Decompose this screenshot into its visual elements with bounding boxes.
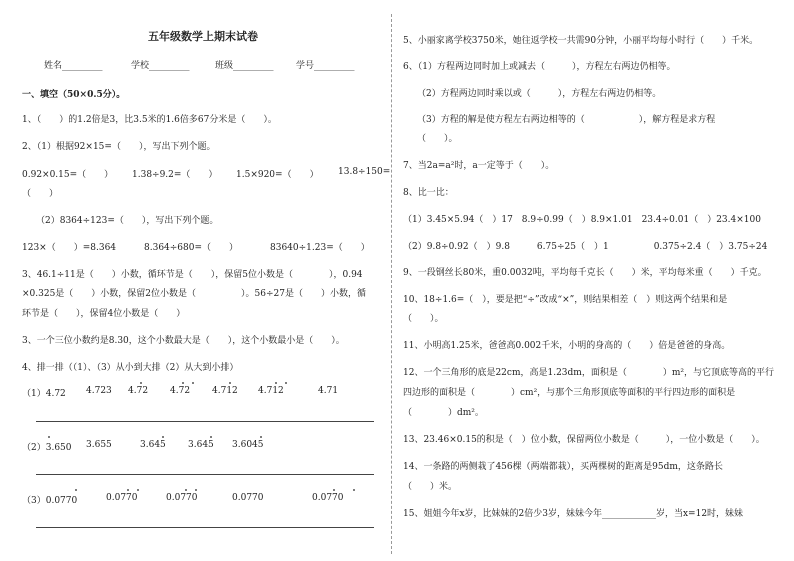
q2-item: 1.38÷9.2=（ ）: [132, 170, 218, 180]
ordering-number: （1）4.72: [22, 389, 66, 399]
question-r6-3: （3）方程的解是使方程左右两边相等的（ ），解方程是求方程: [417, 115, 716, 125]
question-r8-row1: （1）3.45×5.94（ ）17 8.9÷0.99（ ）8.9×1.01 23.4÷0.01（ ）23.4×100: [403, 215, 761, 225]
question-r14b: （ ）米。: [403, 482, 458, 492]
ordering-number: 0.0770: [232, 493, 264, 503]
ordering-number: 4.72: [128, 386, 149, 396]
q2-item: 0.92×0.15=（ ）: [22, 170, 114, 180]
question-r8: 8、比一比：: [403, 188, 454, 198]
repeat-dot: [48, 436, 50, 438]
question-2-part2: （2）8364÷123=（ ），写出下列个题。: [36, 216, 219, 226]
q2-item-tail: （ ）: [22, 189, 59, 199]
repeat-dot: [195, 489, 197, 491]
question-r8-row2: （2）9.8÷0.92（ ）9.8 6.75÷25（ ）1 0.375÷2.4（ ）3.75÷24: [403, 242, 768, 252]
repeat-dot: [75, 489, 77, 491]
question-r11: 11、小明高1.25米，爸爸高0.002千米，小明的身高的（ ）倍是爸爸的身高。: [403, 341, 731, 351]
repeat-dot: [210, 436, 212, 438]
ordering-number: 0.0770: [106, 493, 138, 503]
ordering-number: 3.645: [140, 440, 166, 450]
question-r6-3b: （ ）。: [417, 134, 458, 144]
ordering-number: 4.71: [318, 386, 339, 396]
section-heading: 一、填空（50×0.5分）。: [22, 90, 126, 100]
question-5-ordering: 4、排一排（（1）、（3）从小到大排（2）从大到小排）: [22, 363, 239, 373]
question-3-line: 3、46.1÷11是（ ）小数，循环节是（ ），保留5位小数是（ ），0.94: [22, 270, 363, 280]
ordering-number: 3.645: [188, 440, 214, 450]
repeat-dot: [333, 489, 335, 491]
ordering-number: 4.712: [258, 386, 284, 396]
repeat-dot: [127, 489, 129, 491]
ordering-number: 4.72: [170, 386, 191, 396]
q2-item: 83640÷1.23=（ ）: [270, 243, 370, 253]
repeat-dot: [192, 382, 194, 384]
question-3-line: ×0.325是（ ）小数，保留2位小数是（ ）。56÷27是（ ）小数，循: [22, 289, 366, 299]
repeat-dot: [182, 382, 184, 384]
ordering-number: 3.6045: [232, 440, 264, 450]
name-field: 姓名_________: [44, 61, 103, 71]
question-r15: 15、姐姐今年x岁，比妹妹的2倍少3岁，妹妹今年____________岁，当x=12时，妹妹: [403, 509, 744, 519]
question-r6-2: （2）方程两边同时乘以或（ ），方程左右两边仍相等。: [417, 89, 662, 99]
repeat-dot: [285, 382, 287, 384]
question-4: 3、一个三位小数约是8.30，这个小数最大是（ ），这个小数最小是（ ）。: [22, 336, 345, 346]
ordering-number: 0.0770: [166, 493, 198, 503]
ordering-number: 4.723: [86, 386, 112, 396]
q2-item: 8.364÷680=（ ）: [144, 243, 239, 253]
number-field: 学号_________: [296, 61, 355, 71]
question-1: 1、（ ）的1.2倍是3，比3.5米的1.6倍多67分米是（ ）。: [22, 115, 277, 125]
ordering-number: （2）3.650: [22, 443, 72, 453]
repeat-dot: [162, 436, 164, 438]
q2-item: 123×（ ）=8.364: [22, 243, 117, 253]
repeat-dot: [137, 489, 139, 491]
repeat-dot: [185, 489, 187, 491]
question-3-line: 环节是（ ），保留4位小数是（ ）: [22, 309, 186, 319]
question-r9: 9、一段钢丝长80米，重0.0032吨，平均每千克长（ ）米，平均每米重（ ）千克。: [403, 268, 767, 278]
repeat-dot: [260, 436, 262, 438]
ordering-number: 3.655: [86, 440, 112, 450]
question-2: 2、（1）根据92×15=（ ），写出下列个题。: [22, 142, 216, 152]
question-r12c: （ ）dm²。: [403, 408, 484, 418]
q2-item: 1.5×920=（ ）: [236, 170, 319, 180]
question-r6-1: 6、（1）方程两边同时加上或减去（ ），方程左右两边仍相等。: [403, 62, 676, 72]
ordering-number: 4.712: [212, 386, 238, 396]
question-r5: 5、小丽家离学校3750米，她往返学校一共需90分钟，小丽平均每小时行（ ）千米。: [403, 36, 759, 46]
repeat-dot: [353, 489, 355, 491]
repeat-dot: [275, 382, 277, 384]
question-r13: 13、23.46×0.15的积是（ ）位小数，保留两位小数是（ ），一位小数是（ ）。: [403, 435, 765, 445]
ordering-number: （3）0.0770: [22, 496, 78, 506]
question-r12b: 四边形的面积是（ ）cm²，与那个三角形顶底等面积的平行四边形的面积是: [403, 388, 736, 398]
repeat-dot: [140, 382, 142, 384]
repeat-dot: [229, 382, 231, 384]
class-field: 班级_________: [215, 61, 274, 71]
question-r10: 10、18÷1.6=（ ），要是把“÷”改成“×”，则结果相差（ ）则这两个结果和是: [403, 295, 728, 305]
ordering-number: 0.0770: [312, 493, 344, 503]
q2-item: 13.8÷150=: [338, 167, 391, 177]
question-r7: 7、当2a=a²时，a一定等于（ ）。: [403, 161, 555, 171]
question-r14: 14、一条路的两侧栽了456棵（两端都栽），买两棵树的距离是95dm，这条路长: [403, 462, 723, 472]
question-r10b: （ ）。: [403, 314, 444, 324]
question-r12: 12、一个三角形的底是22cm，高是1.23dm，面积是（ ）m²，与它顶底等高的平行: [403, 368, 774, 378]
school-field: 学校_________: [131, 61, 190, 71]
page-title: 五年级数学上期末试卷: [148, 30, 258, 43]
